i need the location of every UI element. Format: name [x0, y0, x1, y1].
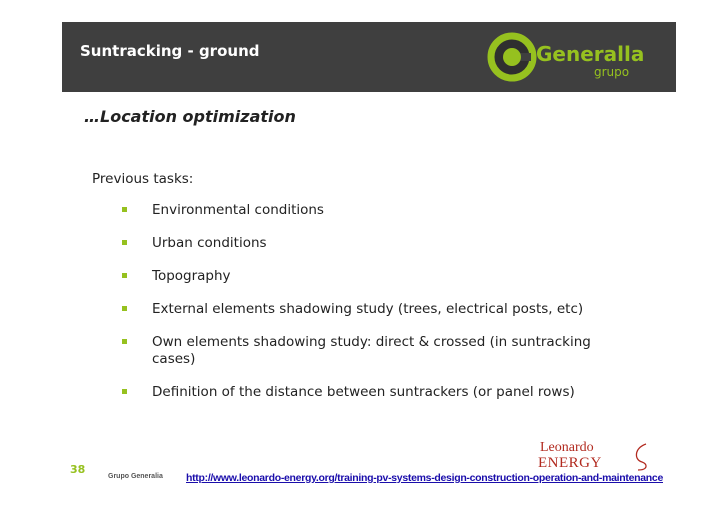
list-item — [118, 384, 638, 401]
logo-subtext: grupo — [594, 65, 630, 79]
bullet-square-icon — [122, 240, 127, 245]
list-item — [118, 268, 638, 285]
task-list — [118, 202, 638, 401]
list-item — [118, 301, 638, 318]
list-item — [118, 202, 638, 219]
generalla-logo — [486, 32, 656, 82]
bullet-square-icon — [122, 339, 127, 344]
partner-line2: ENERGY — [538, 455, 602, 471]
list-item-text: Urban conditions — [152, 235, 267, 251]
training-link[interactable]: http://www.leonardo-energy.org/training-pv-systems-design-construction-operation-and-maintenance — [186, 472, 663, 484]
list-item — [118, 334, 602, 368]
logo-text: Generalla — [536, 42, 645, 66]
bullet-square-icon — [122, 306, 127, 311]
intro-text: Previous tasks: — [92, 171, 194, 187]
list-item-text: Topography — [152, 268, 231, 284]
list-item — [118, 235, 638, 252]
bullet-square-icon — [122, 389, 127, 394]
list-item-text: Own elements shadowing study: direct & crossed (in suntracking cases) — [152, 334, 591, 367]
header-bar — [62, 22, 676, 92]
leonardo-energy-logo — [534, 440, 664, 472]
section-subtitle: …Location optimization — [84, 107, 296, 126]
list-item-text: Definition of the distance between suntrackers (or panel rows) — [152, 384, 575, 400]
page-number: 38 — [70, 463, 86, 476]
slide-title: Suntracking - ground — [80, 42, 260, 60]
list-item-text: External elements shadowing study (trees, electrical posts, etc) — [152, 301, 584, 317]
partner-line1: Leonardo — [540, 440, 594, 455]
swirl-icon — [630, 442, 652, 472]
footer-brand: Grupo Generalia — [108, 473, 163, 480]
bullet-square-icon — [122, 273, 127, 278]
list-item-text: Environmental conditions — [152, 202, 324, 218]
bullet-square-icon — [122, 207, 127, 212]
